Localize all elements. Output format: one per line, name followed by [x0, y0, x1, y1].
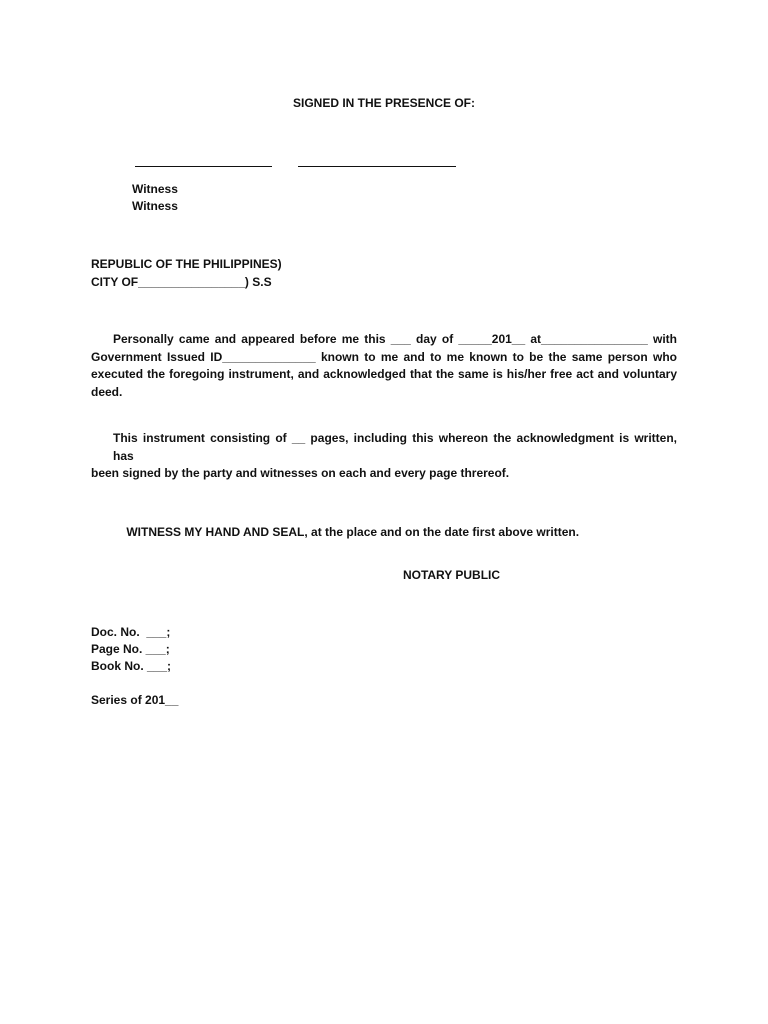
- witness-hand-seal-bold: WITNESS MY HAND AND SEAL: [126, 525, 305, 539]
- acknowledgment-line: deed.: [91, 384, 123, 399]
- series: Series of 201__: [91, 693, 179, 707]
- book-no: Book No. ___;: [91, 659, 172, 673]
- pages-line: This instrument consisting of __ pages, including this whereon the acknowledgment is written, has: [113, 431, 677, 463]
- pages-paragraph: [91, 430, 677, 483]
- witness-hand-seal: [113, 507, 579, 558]
- notary-public-label: NOTARY PUBLIC: [402, 568, 501, 582]
- doc-no: Doc. No. ___;: [91, 625, 171, 639]
- witness-label-1: Witness: [132, 182, 178, 196]
- acknowledgment-paragraph: [91, 331, 677, 401]
- acknowledgment-line: executed the foregoing instrument, and acknowledged that the same is his/her free act and voluntary: [91, 367, 677, 381]
- venue-republic: REPUBLIC OF THE PHILIPPINES): [91, 257, 282, 271]
- page-no: Page No. ___;: [91, 642, 170, 656]
- witness-signature-line-2: [298, 166, 456, 167]
- acknowledgment-line: Personally came and appeared before me this ___ day of _____201__ at________________ with: [113, 332, 677, 346]
- witness-label-2: Witness: [132, 199, 178, 213]
- witness-hand-seal-rest: , at the place and on the date first above written.: [304, 525, 580, 539]
- venue-city: CITY OF________________) S.S: [91, 275, 272, 289]
- acknowledgment-line: Government Issued ID______________ known to me and to me known to be the same person who: [91, 349, 677, 364]
- page-title: SIGNED IN THE PRESENCE OF:: [292, 96, 476, 110]
- witness-signature-line-1: [135, 166, 272, 167]
- pages-line: been signed by the party and witnesses on each and every page threreof.: [91, 466, 510, 480]
